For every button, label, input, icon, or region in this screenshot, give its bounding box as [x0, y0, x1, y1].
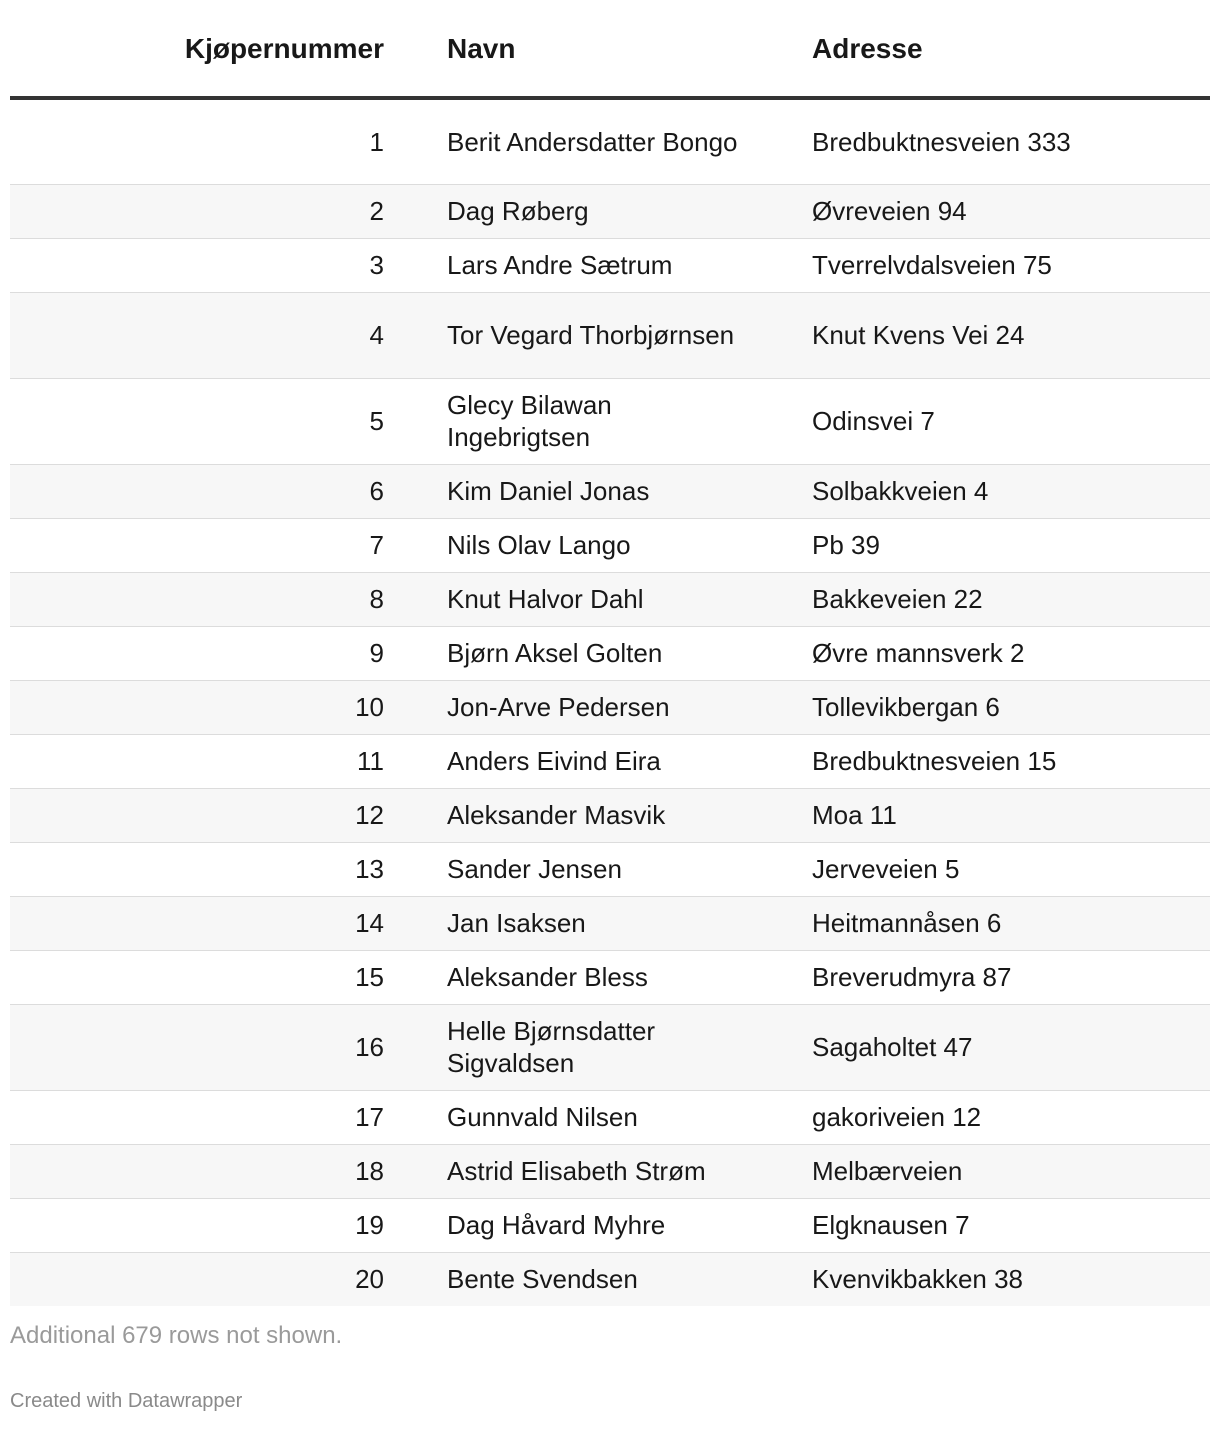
table-row: [10, 626, 1210, 680]
table-row: [10, 184, 1210, 238]
cell-number: 12: [10, 788, 422, 842]
cell-name: Astrid Elisabeth Strøm: [422, 1144, 787, 1198]
table-row: [10, 518, 1210, 572]
table-row: [10, 98, 1210, 184]
cell-name: Bente Svendsen: [422, 1252, 787, 1306]
cell-number: 9: [10, 626, 422, 680]
cell-address: Pb 39: [787, 518, 1210, 572]
table-row: [10, 572, 1210, 626]
cell-address: Øvreveien 94: [787, 184, 1210, 238]
cell-name: Tor Vegard Thorbjørnsen: [422, 292, 787, 378]
cell-name: Knut Halvor Dahl: [422, 572, 787, 626]
cell-number: 10: [10, 680, 422, 734]
cell-address: Odinsvei 7: [787, 378, 1210, 464]
cell-address: Jerveveien 5: [787, 842, 1210, 896]
table-row: [10, 464, 1210, 518]
cell-number: 14: [10, 896, 422, 950]
table-row: [10, 238, 1210, 292]
cell-address: gakoriveien 12: [787, 1090, 1210, 1144]
table-row: [10, 788, 1210, 842]
cell-address: Solbakkveien 4: [787, 464, 1210, 518]
table-row: [10, 1144, 1210, 1198]
cell-address: Breverudmyra 87: [787, 950, 1210, 1004]
cell-address: Øvre mannsverk 2: [787, 626, 1210, 680]
cell-number: 20: [10, 1252, 422, 1306]
cell-number: 13: [10, 842, 422, 896]
cell-number: 19: [10, 1198, 422, 1252]
table-row: [10, 680, 1210, 734]
table-row: [10, 1198, 1210, 1252]
cell-name: Kim Daniel Jonas: [422, 464, 787, 518]
cell-address: Bredbuktnesveien 333: [787, 98, 1210, 184]
cell-name: Helle Bjørnsdatter Sigvaldsen: [422, 1004, 787, 1090]
cell-number: 1: [10, 98, 422, 184]
cell-address: Kvenvikbakken 38: [787, 1252, 1210, 1306]
cell-number: 2: [10, 184, 422, 238]
column-header-number[interactable]: Kjøpernummer: [10, 0, 422, 98]
cell-name: Lars Andre Sætrum: [422, 238, 787, 292]
datawrapper-credit: Created with Datawrapper: [10, 1390, 243, 1412]
cell-name: Sander Jensen: [422, 842, 787, 896]
table-row: [10, 1252, 1210, 1306]
cell-name: Dag Røberg: [422, 184, 787, 238]
table-header: [10, 0, 1210, 98]
table-row: [10, 950, 1210, 1004]
cell-number: 4: [10, 292, 422, 378]
cell-name: Dag Håvard Myhre: [422, 1198, 787, 1252]
cell-number: 16: [10, 1004, 422, 1090]
cell-name: Jon-Arve Pedersen: [422, 680, 787, 734]
table-row: [10, 734, 1210, 788]
table-container: [10, 0, 1210, 1413]
cell-address: Bredbuktnesveien 15: [787, 734, 1210, 788]
cell-name: Nils Olav Lango: [422, 518, 787, 572]
cell-number: 15: [10, 950, 422, 1004]
table-row: [10, 896, 1210, 950]
cell-address: Heitmannåsen 6: [787, 896, 1210, 950]
column-header-name[interactable]: Navn: [422, 0, 787, 98]
cell-number: 18: [10, 1144, 422, 1198]
column-header-address[interactable]: Adresse: [787, 0, 1210, 98]
cell-number: 11: [10, 734, 422, 788]
table-row: [10, 292, 1210, 378]
cell-name: Berit Andersdatter Bongo: [422, 98, 787, 184]
cell-name: Bjørn Aksel Golten: [422, 626, 787, 680]
cell-number: 3: [10, 238, 422, 292]
cell-number: 17: [10, 1090, 422, 1144]
cell-name: Anders Eivind Eira: [422, 734, 787, 788]
data-table: [10, 0, 1210, 1306]
cell-name: Gunnvald Nilsen: [422, 1090, 787, 1144]
cell-address: Moa 11: [787, 788, 1210, 842]
cell-number: 5: [10, 378, 422, 464]
cell-address: Bakkeveien 22: [787, 572, 1210, 626]
cell-number: 8: [10, 572, 422, 626]
cell-name: Glecy Bilawan Ingebrigtsen: [422, 378, 787, 464]
table-body: [10, 98, 1210, 1306]
cell-name: Jan Isaksen: [422, 896, 787, 950]
cell-address: Sagaholtet 47: [787, 1004, 1210, 1090]
cell-name: Aleksander Bless: [422, 950, 787, 1004]
table-row: [10, 378, 1210, 464]
cell-name: Aleksander Masvik: [422, 788, 787, 842]
cell-number: 7: [10, 518, 422, 572]
cell-number: 6: [10, 464, 422, 518]
cell-address: Elgknausen 7: [787, 1198, 1210, 1252]
cell-address: Tverrelvdalsveien 75: [787, 238, 1210, 292]
table-row: [10, 1090, 1210, 1144]
cell-address: Knut Kvens Vei 24: [787, 292, 1210, 378]
table-row: [10, 842, 1210, 896]
cell-address: Tollevikbergan 6: [787, 680, 1210, 734]
cell-address: Melbærveien: [787, 1144, 1210, 1198]
table-row: [10, 1004, 1210, 1090]
rows-not-shown-note: Additional 679 rows not shown.: [10, 1322, 343, 1349]
